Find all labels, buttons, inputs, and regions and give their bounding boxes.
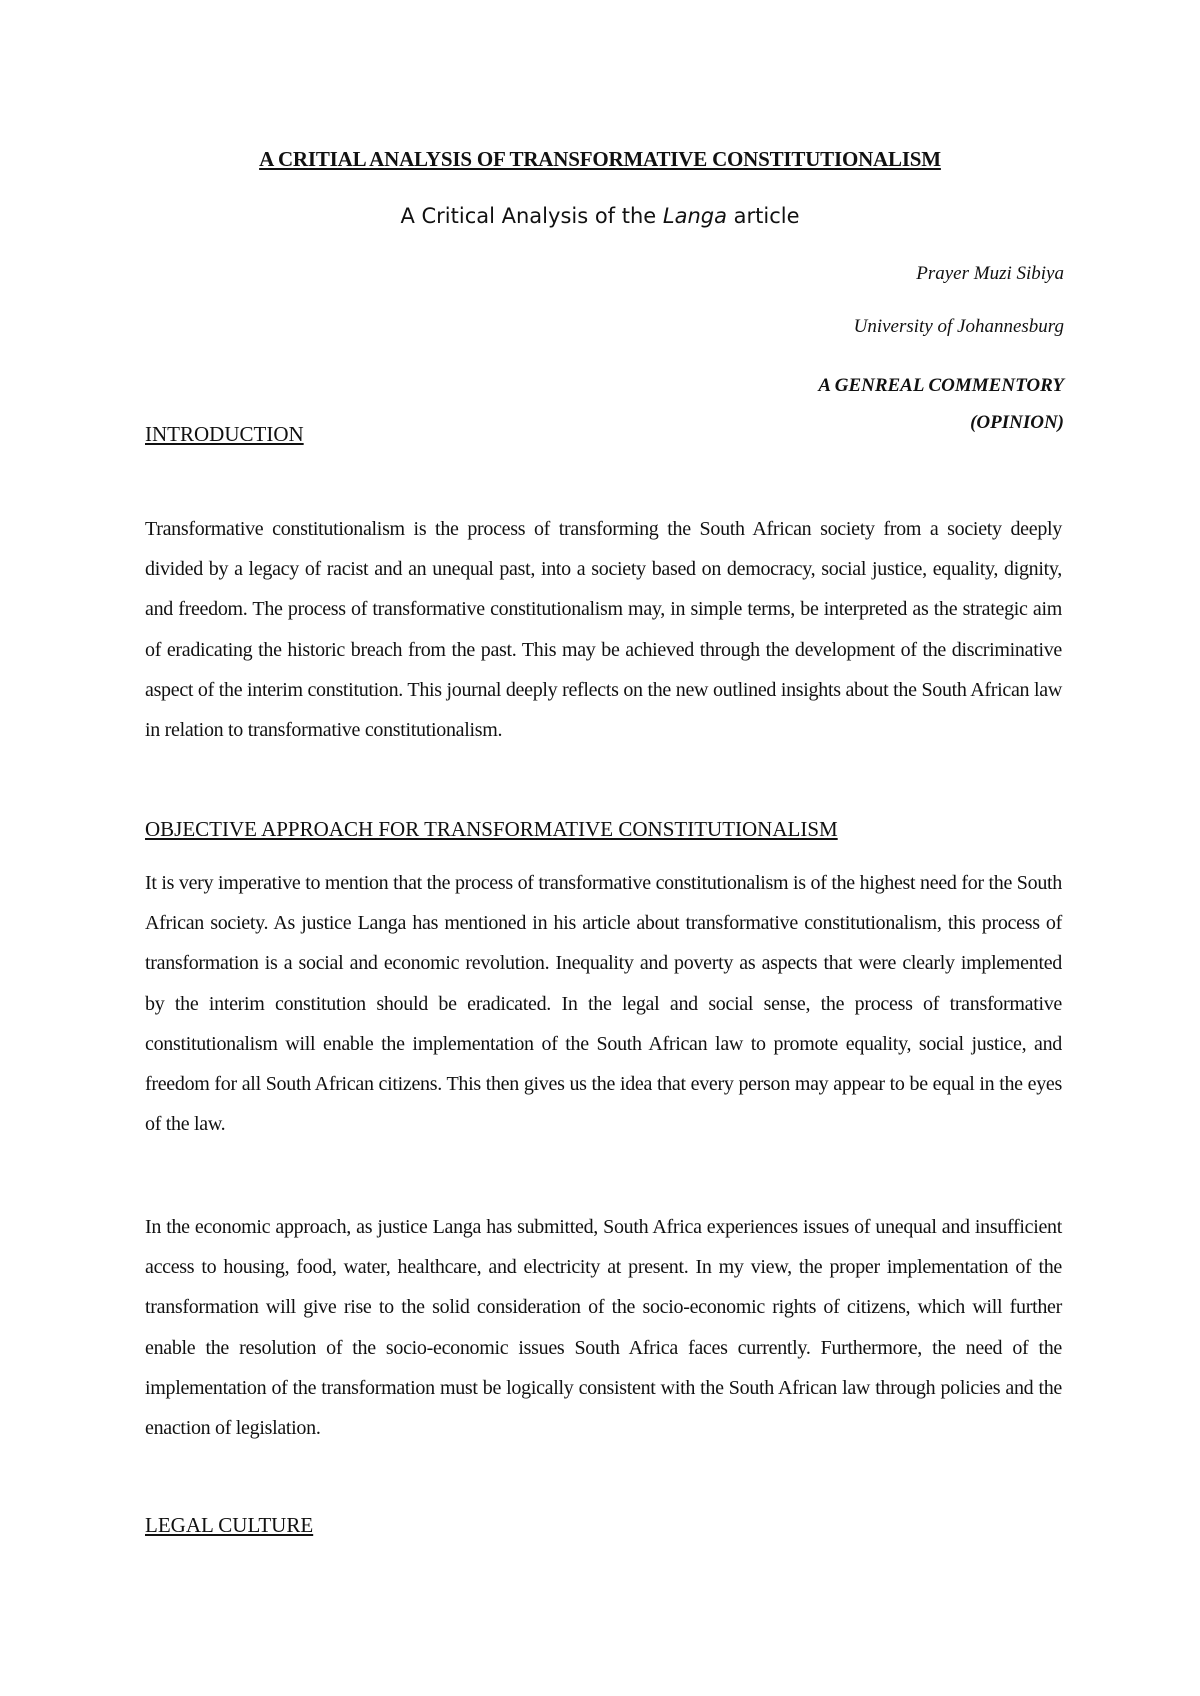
objective-paragraph-1: It is very imperative to mention that the process of transformative constitutionalism is of the highest need for the South African society. As justice Langa has mentioned in his article about transformative constitutionalism, this process of transformation is a social and economic revolution. Inequality and poverty as aspects that were clearly implemented by the interim constitution should be eradicated. In the legal and social sense, the process of transformative constitutionalism will enable the implementation of the South African law to promote equality, social justice, and freedom for all South African citizens. This then gives us the idea that every person may appear to be equal in the eyes of the law. [145, 872, 1062, 1136]
subtitle-text-end: article [726, 204, 800, 228]
subtitle-text-start: A Critical Analysis of the [400, 204, 663, 228]
commentary-line-1: A GENREAL COMMENTORY [818, 375, 1064, 396]
legal-culture-heading: LEGAL CULTURE [145, 1513, 314, 1537]
objective-paragraph-2: In the economic approach, as justice Langa has submitted, South Africa experiences issues of unequal and insufficient access to housing, food, water, healthcare, and electricity at present. In my view, the proper implementation of the transformation will give rise to the solid consideration of the socio-economic rights of citizens, which will further enable the resolution of the socio-economic issues South Africa faces currently. Furthermore, the need of the implementation of the transformation must be logically consistent with the South African law through policies and the enaction of legislation. [145, 1216, 1062, 1440]
introduction-paragraph: Transformative constitutionalism is the process of transforming the South African society from a society deeply divided by a legacy of racist and an unequal past, into a society based on democracy, social justice, equality, dignity, and freedom. The process of transformative constitutionalism may, in simple terms, be interpreted as the strategic aim of eradicating the historic breach from the past. This may be achieved through the development of the discriminative aspect of the interim constitution. This journal deeply reflects on the new outlined insights about the South African law in relation to transformative constitutionalism. [145, 518, 1062, 742]
introduction-heading: INTRODUCTION [145, 422, 304, 446]
objective-heading: OBJECTIVE APPROACH FOR TRANSFORMATIVE CONSTITUTIONALISM [145, 817, 838, 841]
commentary-label [818, 367, 1064, 441]
author-name: Prayer Muzi Sibiya [916, 263, 1064, 284]
commentary-line-2: (OPINION) [970, 412, 1064, 433]
document-title: A CRITIAL ANALYSIS OF TRANSFORMATIVE CONSTITUTIONALISM [259, 147, 941, 171]
author-affiliation: University of Johannesburg [853, 316, 1064, 337]
subtitle-italic-name: Langa [662, 204, 727, 228]
document-subtitle [0, 204, 1200, 228]
